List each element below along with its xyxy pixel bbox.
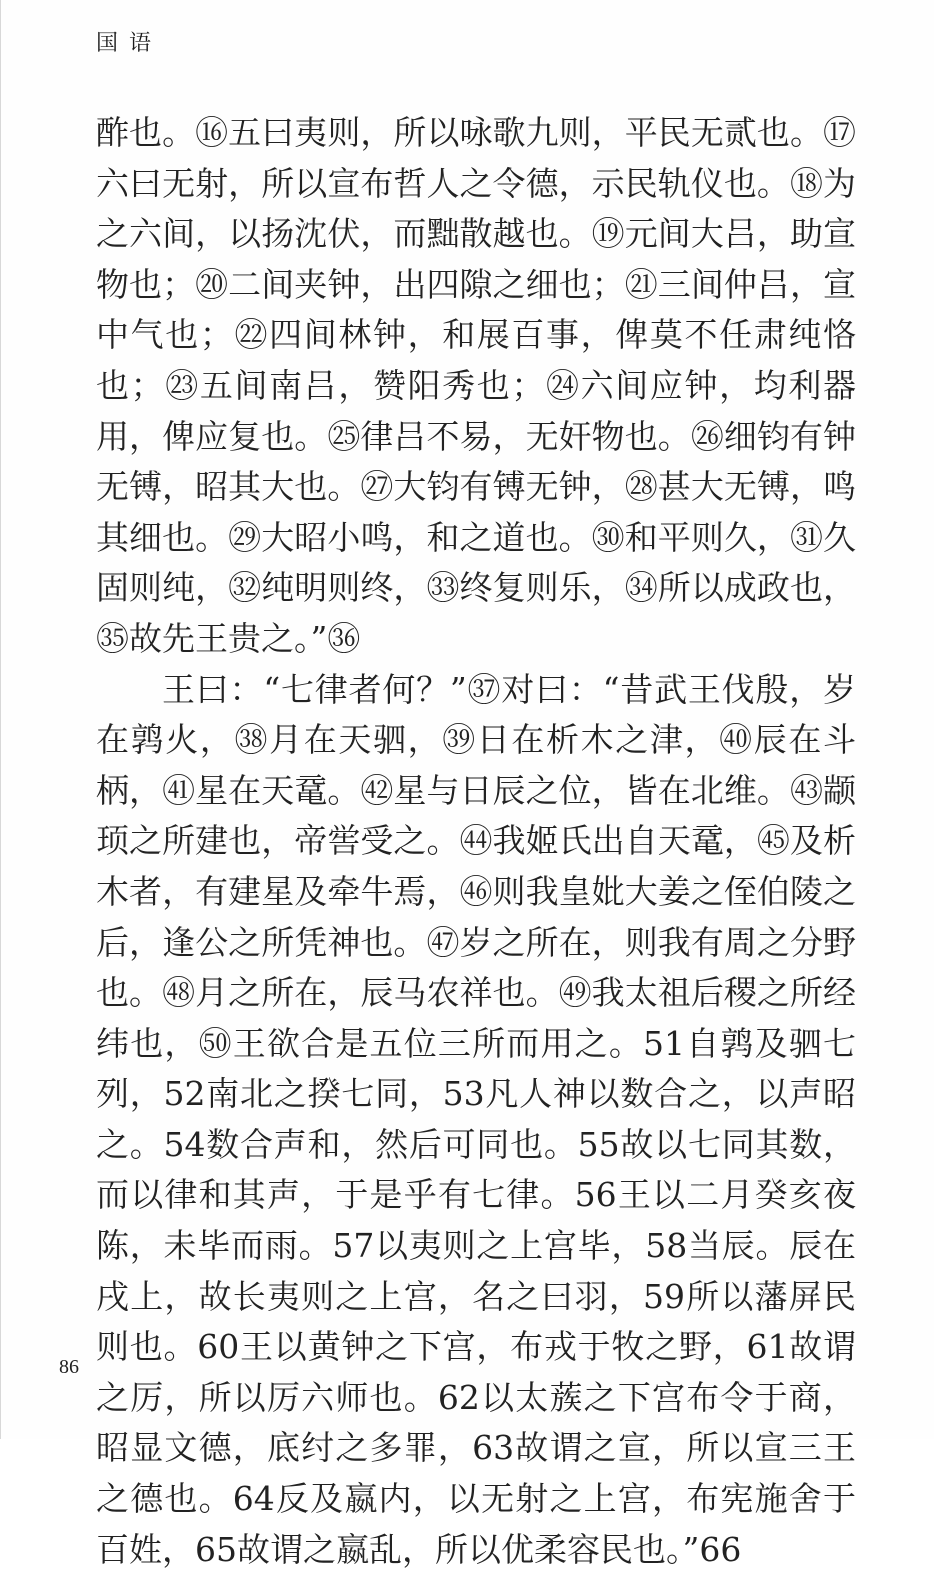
page-number: 86 [59, 1356, 79, 1378]
paragraph-2: 王曰：“七律者何？”㊲对曰：“昔武王伐殷，岁在鹑火，㊳月在天驷，㊴日在析木之津，㊵辰在斗柄，㊶星在天鼋。㊷星与日辰之位，皆在北维。㊸颛顼之所建也，帝喾受之。㊹我姬氏出自天鼋，㊺及析木者，有建星及牵牛焉，㊻则我皇妣大姜之侄伯陵之后，逢公之所凭神也。㊼岁之所在，则我有周之分野也。㊽月之所在，辰马农祥也。㊾我太祖后稷之所经纬也，㊿王欲合是五位三所而用之。51自鹑及驷七列，52南北之揆七同，53凡人神以数合之，以声昭之。54数合声和，然后可同也。55故以七同其数，而以律和其声，于是乎有七律。56王以二月癸亥夜陈，未毕而雨。57以夷则之上宫毕，58当辰。辰在戌上，故长夷则之上宫，名之曰羽，59所以藩屏民则也。60王以黄钟之下宫，布戎于牧之野，61故谓之厉，所以厉六师也。62以太蔟之下宫布令于商，昭显文德，底纣之多罪，63故谓之宣，所以宣三王之德也。64反及嬴内，以无射之上宫，布宪施舍于百姓，65故谓之嬴乱，所以优柔容民也。”66 [96, 669, 856, 1569]
body-text [96, 108, 856, 1575]
paragraph-1: 酢也。⑯五曰夷则，所以咏歌九则，平民无贰也。⑰六曰无射，所以宣布哲人之令德，示民轨仪也。⑱为之六间，以扬沈伏，而黜散越也。⑲元间大吕，助宣物也；⑳二间夹钟，出四隙之细也；㉑三间仲吕，宣中气也；㉒四间林钟，和展百事，俾莫不任肃纯恪也；㉓五间南吕，赞阳秀也；㉔六间应钟，均利器用，俾应复也。㉕律吕不易，无奸物也。㉖细钧有钟无镈，昭其大也。㉗大钧有镈无钟，㉘甚大无镈，鸣其细也。㉙大昭小鸣，和之道也。㉚和平则久，㉛久固则纯，㉜纯明则终，㉝终复则乐，㉞所以成政也，㉟故先王贵之。”㊱ [96, 113, 856, 658]
running-head: 国 语 [96, 31, 153, 56]
